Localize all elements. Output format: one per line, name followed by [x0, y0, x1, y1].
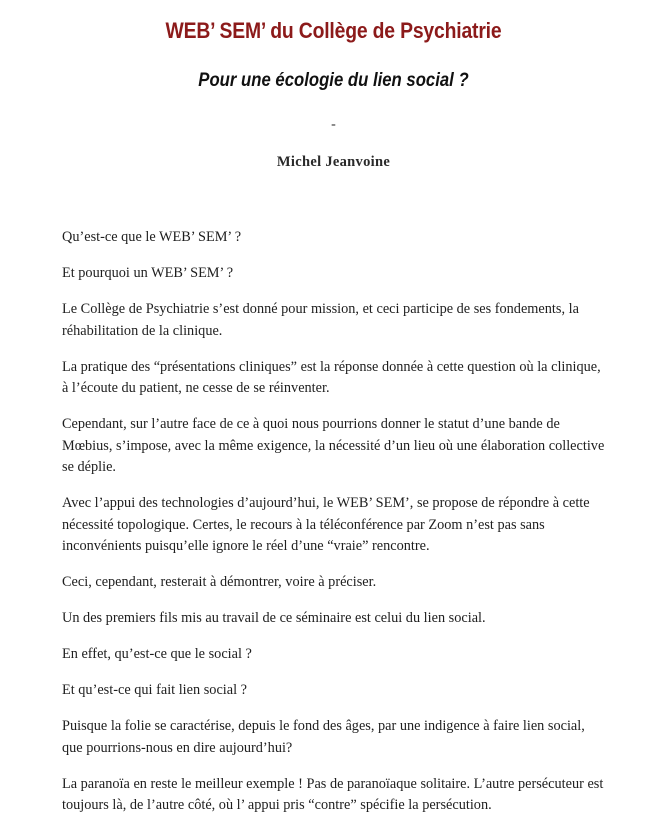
paragraph: Ceci, cependant, resterait à démontrer, voire à préciser. — [62, 574, 377, 590]
paragraph: Puisque la folie se caractérise, depuis le fond des âges, par une indigence à faire lien social, que pourrions-nous en dire aujourd’hui? — [62, 718, 585, 756]
paragraph: En effet, qu’est-ce que le social ? — [62, 646, 252, 662]
paragraph: La pratique des “présentations cliniques” est la réponse donnée à cette question où la clinique, à l’écoute du patient, ne cesse de se réinventer. — [62, 358, 601, 396]
paragraph: Avec l’appui des technologies d’aujourd’hui, le WEB’ SEM’, se propose de répondre à cette nécessité topologique. Certes, le recours à la téléconférence par Zoom n’est pas sans inconvénients puisqu’elle ignore le réel d’une “vraie” rencontre. — [62, 495, 590, 554]
document-subtitle: Pour une écologie du lien social ? — [198, 70, 469, 91]
paragraph: La paranoïa en reste le meilleur exemple ! Pas de paranoïaque solitaire. L’autre persécuteur est toujours là, de l’autre côté, où l’ appui pris “contre” spécifie la persécution. — [62, 775, 604, 813]
separator-dash: - — [331, 117, 336, 132]
document-title: WEB’ SEM’ du Collège de Psychiatrie — [165, 18, 502, 43]
paragraph: Qu’est-ce que le WEB’ SEM’ ? — [62, 229, 242, 245]
paragraph: Et pourquoi un WEB’ SEM’ ? — [62, 265, 234, 281]
paragraph: Cependant, sur l’autre face de ce à quoi nous pourrions donner le statut d’une bande de Mœbius, s’impose, avec la même exigence, la nécessité d’un lieu où une élaboration collective se déplie. — [62, 416, 605, 475]
paragraph: Et qu’est-ce qui fait lien social ? — [62, 682, 247, 698]
paragraph: Un des premiers fils mis au travail de ce séminaire est celui du lien social. — [62, 610, 486, 626]
paragraph: Le Collège de Psychiatrie s’est donné pour mission, et ceci participe de ses fondements, la réhabilitation de la clinique. — [62, 301, 579, 339]
document-body — [62, 227, 607, 831]
author-name: Michel Jeanvoine — [276, 154, 391, 170]
